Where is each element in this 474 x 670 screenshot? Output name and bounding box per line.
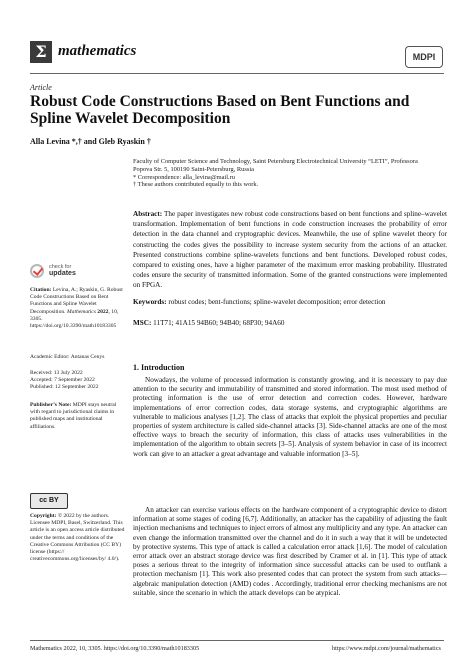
journal-name[interactable]: mathematics: [58, 43, 137, 59]
mdpi-logo[interactable]: MDPI: [405, 46, 443, 68]
abstract-text: The paper investigates new robust code constructions based on bent functions and spline–wavelet transformation. Implementation of bent functions in code construction increases the probability of error detection in the data channel and cryptographic devices. Meanwhile, the use of spline wavelet theory for constructing the codes gives the possibility to increase system security from the actions of an attacker. Presented constructions combine spline-wavelets functions and bent functions. Developed robust codes, compared to existing ones, have a higher parameter of the maximum error masking probability. Illustrated codes ensure the security of transmitted information. Some of the granted constructions were implemented on FPGA.: [133, 210, 447, 290]
msc-codes: [133, 319, 447, 328]
citation-rest[interactable]: , 10, 3305. https://doi.org/10.3390/math10183305: [30, 308, 119, 330]
copyright-block: [30, 513, 126, 563]
equal-contribution-note: † These authors contributed equally to this work.: [133, 181, 259, 189]
check-for-updates-button[interactable]: [30, 262, 94, 282]
header-divider: [30, 73, 444, 74]
citation-text: Levina, A.; Ryaskin, G. Robust Code Constructions Based on Bent Functions and Spline Wavelet Decomposition.: [30, 287, 123, 315]
article-type: Article: [30, 83, 52, 92]
abstract-label: Abstract:: [133, 210, 163, 218]
copyright-label: Copyright:: [30, 513, 57, 519]
check-updates-icon: [30, 264, 44, 278]
journal-logo-icon: Σ: [30, 41, 52, 63]
affiliation-block: [133, 158, 453, 189]
date-received: Received: 13 July 2022: [30, 370, 83, 376]
keywords: [133, 298, 447, 307]
copyright-text: © 2022 by the authors. Licensee MDPI, Basel, Switzerland. This article is an open access article distributed under the terms and conditions of the Creative Commons Attribution (CC BY) license (https:// creativecommons.org/licenses/by/ 4.0/).: [30, 513, 125, 563]
publisher-note-label: Publisher’s Note:: [30, 402, 72, 408]
publisher-note-text: MDPI stays neutral with regard to jurisdictional claims in published maps and institutional affiliations.: [30, 402, 117, 430]
footer-journal-url[interactable]: https://www.mdpi.com/journal/mathematics: [332, 645, 441, 652]
check-updates-line1: check for: [49, 264, 72, 270]
paper-title: Robust Code Constructions Based on Bent Functions and Spline Wavelet Decomposition: [30, 93, 410, 127]
citation-block: [30, 287, 126, 330]
dates-block: [30, 370, 126, 392]
intro-paragraph-2: [133, 506, 447, 598]
date-published: Published: 12 September 2022: [30, 384, 99, 391]
section-heading-introduction: 1. Introduction: [133, 363, 185, 372]
affiliation-line: Popova Str. 5, 100190 Saint-Petersburg, Russia: [133, 165, 254, 173]
keywords-label: Keywords:: [133, 298, 167, 306]
msc-label: MSC:: [133, 319, 152, 327]
msc-text: 11T71; 41A15 94B60; 94B40; 68P30; 94A60: [151, 319, 285, 327]
affiliation-line: Faculty of Computer Science and Technology, Saint Petersburg Electrotechnical University “LETI”, Professora: [133, 158, 418, 165]
intro-paragraph-1: [133, 376, 447, 459]
keywords-text: robust codes; bent-functions; spline-wavelet decomposition; error detection: [166, 298, 386, 306]
author-list: Alla Levina *,† and Gleb Ryaskin †: [30, 137, 151, 146]
abstract: [133, 209, 447, 291]
academic-editor: Academic Editor: Antanas Cenys: [30, 354, 105, 360]
paragraph-text: Nowadays, the volume of processed information is constantly growing, and it is necessary to pay due attention to the security and immutability of transmitted and stored information. The most used method of protecting information is the use of error detection and correction codes. However, hardware implementations of error correction codes, data storage systems, and cryptographic algorithms are vulnerable to malicious analyses [1,2]. The class of attacks that exploit the physical properties and peculiar properties of system architecture is called side-channel attacks [3]. Side-channel attacks are one of the most effective ways to breach the security of information, this class of attacks uses vulnerabilities in the implementation of the algorithm to obtain secrets [3–5]. Analysis of system behavior in case of its incorrect work can give to an attacker a great advantage and valuable information [3–5].: [133, 376, 447, 458]
publisher-note: [30, 402, 126, 431]
date-accepted: Accepted: 7 September 2022: [30, 377, 95, 384]
citation-year: 2022: [95, 308, 109, 315]
cc-by-license-icon[interactable]: cc BY: [30, 493, 68, 509]
citation-label: Citation:: [30, 287, 52, 293]
check-updates-line2: updates: [49, 270, 76, 277]
correspondence: * Correspondence: alla_levina@mail.ru: [133, 173, 235, 181]
citation-journal: Mathematics: [66, 308, 96, 315]
paragraph-text: An attacker can exercise various effects on the hardware component of a cryptographic device to distort information at some stages of coding [6,7]. Additionally, an attacker has the capability of adjusting the fault injection mechanisms and techniques to inject errors of almost any multiplicity and any type. An attacker can even change the information transmitted over the channel and do it in such a way that it will be undetected by protective systems. This type of attack is called a calculation error attack [1,6]. The model of calculation error attack over an abstract storage device was first described by Cramer et al. in [1]. This type of attack poses a serious threat to the integrity of information since successful attacks can be used to outflank a protection mechanism [1]. This work also presented codes that can protect the system from such attacks—algebraic manipulation detection (AMD) codes . Accordingly, traditional error checking mechanisms are not suitable, since the scenario in which the attack develops can be atypical.: [133, 506, 447, 597]
footer-citation[interactable]: Mathematics 2022, 10, 3305. https://doi.org/10.3390/math10183305: [30, 645, 200, 652]
footer-divider: [30, 640, 444, 641]
